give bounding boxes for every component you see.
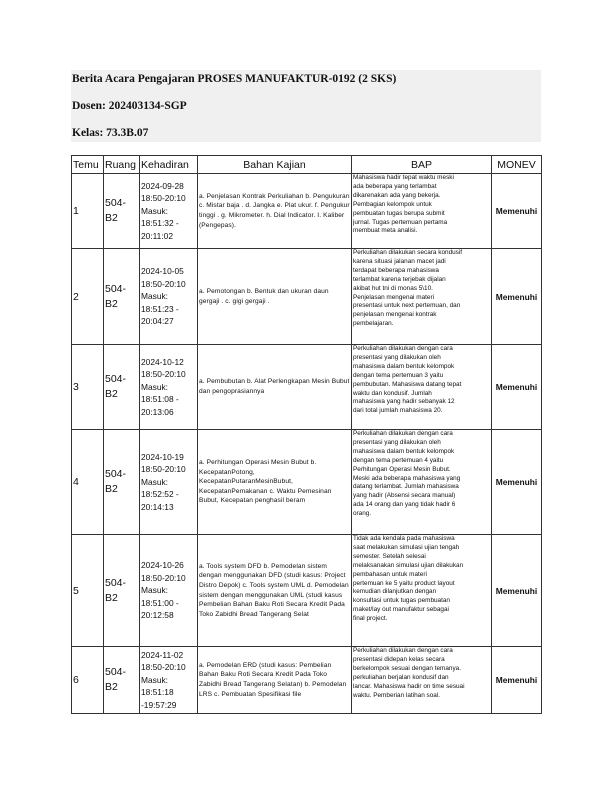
cell-ruang: 504-B2 (104, 174, 140, 249)
bap-line: kemudian dilanjutkan dengan (353, 588, 437, 596)
bap-line: dengan tema pertemuan 4 yaitu (353, 456, 444, 464)
attendance-line: 18:51:00 - (141, 597, 179, 608)
cell-temu: 6 (72, 647, 104, 714)
column-header-monev: MONEV (492, 156, 542, 174)
cell-monev: Memenuhi (492, 345, 542, 430)
bap-line: berkelompok sesuai dengan temanya. (353, 664, 461, 672)
cell-bap (352, 174, 492, 249)
attendance-line: 20:14:13 (141, 501, 174, 512)
bap-line: presentasi untuk next pertemuan, dan (353, 302, 461, 310)
bap-line: dengan tema pertemuan 3 yaitu (353, 371, 444, 379)
cell-bahan-kajian: a. Penjelasan Kontrak Perkuliahan b. Pengukuran c. Mistar baja . d. Jangka e. Plat ukur. f. Pengukur tinggi . g. Mikrometer. h. Dial Indicator. I. Kaliber (Pengepas). (198, 174, 352, 249)
column-header-bahan-kajian: Bahan Kajian (198, 156, 352, 174)
attendance-line: 18:50-20:10 (141, 278, 186, 289)
attendance-line: 20:04:27 (141, 316, 174, 327)
attendance-line: 2024-11-02 (141, 649, 184, 660)
lecturer-line: Dosen: 202403134-SGP (72, 100, 187, 112)
bap-line: Penjelasan mengenai materi (353, 293, 434, 301)
table-row (72, 647, 542, 714)
cell-ruang: 504-B2 (104, 535, 140, 647)
bap-line: pembuatan tugas berupa submit (353, 209, 445, 217)
attendance-line: 18:50-20:10 (141, 369, 186, 380)
bap-line: pembubutan. Mahasiswa datang tepat (353, 380, 462, 388)
bap-line: saat melakukan simulasi ujian tengah (353, 543, 460, 551)
table-row (72, 249, 542, 345)
table-row (72, 345, 542, 430)
bap-line: Meski ada beberapa mahasiswa yang (353, 474, 461, 482)
cell-temu: 4 (72, 430, 104, 535)
class-line: Kelas: 73.3B.07 (72, 127, 149, 139)
attendance-line: 18:51:08 - (141, 394, 179, 405)
bap-line: semester. Setelah selesai (353, 552, 426, 560)
bap-line: waktu dan kondusif. Jumlah (353, 389, 432, 397)
cell-bahan-kajian: a. Pemotongan b. Bentuk dan ukuran daun gergaji . c. gigi gergaji . (198, 249, 352, 345)
bap-line: Perkuliahan dilakukan dengan cara (353, 647, 453, 654)
bap-line: final project. (353, 615, 388, 623)
attendance-line: 20:11:02 (141, 230, 173, 241)
cell-kehadiran (140, 174, 198, 249)
cell-ruang: 504-B2 (104, 345, 140, 430)
cell-temu: 3 (72, 345, 104, 430)
cell-monev: Memenuhi (492, 174, 542, 249)
bap-line: Perkuliahan dilakukan dengan cara (353, 430, 453, 437)
attendance-line: 18:50-20:10 (141, 662, 186, 673)
attendance-line: 2024-09-28 (141, 180, 184, 191)
attendance-line: 2024-10-12 (141, 356, 184, 367)
bap-line: perkuliahan berjalan kondusif dan (353, 673, 449, 681)
bap-line: Perkuliahan dilakukan dengan cara (353, 345, 453, 352)
bap-line: orang. (353, 510, 372, 518)
column-header-temu: Temu (72, 156, 104, 174)
attendance-line: 20:13:06 (141, 406, 174, 417)
cell-bap (352, 647, 492, 714)
cell-monev: Memenuhi (492, 430, 542, 535)
document-title: Berita Acara Pengajaran PROSES MANUFAKTUR-0192 (2 SKS) (72, 73, 397, 85)
attendance-line: Masuk: (141, 476, 168, 487)
attendance-line: 18:50-20:10 (141, 572, 186, 583)
bap-line: Perhitungan Operasi Mesin Bubut. (353, 465, 451, 473)
cell-ruang: 504-B2 (104, 647, 140, 714)
bap-line: melaksanakan simulasi ujian dilakukan (353, 561, 464, 569)
column-header-ruang: Ruang (104, 156, 140, 174)
bap-line: Perkuliahan dilakukan secara kondusif (353, 249, 463, 256)
bap-line: pembahasan untuk materi (353, 570, 427, 578)
attendance-line: Masuk: 18:51:18 (141, 674, 174, 698)
document-header (71, 70, 541, 142)
bap-line: pertemuan ke 5 yaitu product layout (353, 579, 455, 587)
attendance-line: -19:57:29 (141, 699, 177, 710)
bap-line: maket/lay out manufaktur sebagai (353, 606, 449, 614)
bap-line: Pembagian kelompok untuk (353, 200, 432, 208)
attendance-line: 2024-10-19 (141, 451, 184, 462)
attendance-line: Masuk: (141, 205, 168, 216)
cell-monev: Memenuhi (492, 647, 542, 714)
bap-line: lancar. Mahasiswa hadir on time sesuai (353, 682, 465, 690)
attendance-line: 18:51:32 - (141, 218, 179, 229)
bap-line: dari total jumlah mahasiswa 20. (353, 407, 443, 415)
cell-ruang: 504-B2 (104, 249, 140, 345)
attendance-line: 2024-10-26 (141, 560, 184, 571)
attendance-line: 2024-10-05 (141, 266, 184, 277)
cell-bap (352, 430, 492, 535)
table-row (72, 430, 542, 535)
cell-bahan-kajian: a. Perhitungan Operasi Mesin Bubut b. KecepatanPotong, KecepatanPutaranMesinBubut, KecepatanPemakanan c. Waktu Pemesinan Bubut, Kecepatan penghasil beram (198, 430, 352, 535)
cell-kehadiran (140, 249, 198, 345)
cell-monev: Memenuhi (492, 535, 542, 647)
bap-line: mahasiswa dalam bentuk kelompok (353, 447, 455, 455)
bap-line: karena situasi jalanan macet jadi (353, 257, 446, 265)
bap-line: terlambat karena terjebak dijalan (353, 275, 446, 283)
table-row (72, 174, 542, 249)
bap-line: konsultasi untuk tugas pembuatan (353, 597, 450, 605)
bap-line: ada beberapa yang terlambat (353, 182, 437, 190)
bap-line: pembelajaran. (353, 320, 394, 328)
bap-line: presentasi yang dilakukan oleh (353, 353, 441, 361)
cell-kehadiran (140, 647, 198, 714)
cell-temu: 5 (72, 535, 104, 647)
bap-line: Tidak ada kendala pada mahasiswa (353, 535, 455, 542)
cell-monev: Memenuhi (492, 249, 542, 345)
bap-line: terdapat beberapa mahasiswa (353, 266, 439, 274)
bap-line: jurnal. Tugas pertemuan pertama (353, 218, 448, 226)
attendance-line: Masuk: (141, 381, 168, 392)
bap-line: datang terlambat. Jumlah mahasiswa (353, 483, 459, 491)
bap-line: presentasi yang dilakukan oleh (353, 438, 441, 446)
attendance-line: 18:51:23 - (141, 303, 179, 314)
attendance-line: 18:52:52 - (141, 489, 179, 500)
cell-kehadiran (140, 430, 198, 535)
cell-kehadiran (140, 535, 198, 647)
column-header-bap: BAP (352, 156, 492, 174)
attendance-line: Masuk: (141, 291, 168, 302)
table-row (72, 535, 542, 647)
bap-line: penjelasan mengenai kontrak (353, 311, 437, 319)
bap-line: presentasi didepan kelas secara (353, 655, 445, 663)
cell-bap (352, 535, 492, 647)
bap-line: ada 14 orang dan yang tidak hadir 6 (353, 501, 456, 509)
cell-bahan-kajian: a. Pemodelan ERD (studi kasus: Pembelian Bahan Baku Roti Secara Kredit Pada Toko Zabidhi Bread Tangerang Selatan) b. Pemodelan LRS c. Pembuatan Spesifikasi file (198, 647, 352, 714)
attendance-line: Masuk: (141, 585, 168, 596)
cell-bap (352, 249, 492, 345)
column-header-kehadiran: Kehadiran (140, 156, 198, 174)
attendance-line: 18:50-20:10 (141, 193, 186, 204)
bap-line: membuat meta analisi. (353, 227, 418, 235)
bap-line: Mahasiswa hadir tepat waktu meski (353, 174, 454, 181)
cell-bap (352, 345, 492, 430)
cell-temu: 2 (72, 249, 104, 345)
bap-line: yang hadir (Absensi secara manual) (353, 492, 456, 500)
cell-bahan-kajian: a. Tools system DFD b. Pemodelan sistem dengan menggunakan DFD (studi kasus: Project Distro Depok) c. Tools system UML d. Pemodelan sistem dengan menggunakan UML (studi kasus Pembelian Bahan Baku Roti Secara Kredit Pada Toko Zabidhi Bread Tangerang Selat (198, 535, 352, 647)
cell-kehadiran (140, 345, 198, 430)
cell-temu: 1 (72, 174, 104, 249)
attendance-line: 20:12:58 (141, 610, 174, 621)
teaching-record-table (71, 155, 542, 714)
cell-ruang: 504-B2 (104, 430, 140, 535)
bap-line: akibat hut tni di monas 5\10. (353, 284, 433, 292)
cell-bahan-kajian: a. Pembubutan b. Alat Perlengkapan Mesin Bubut dan pengoprasiannya (198, 345, 352, 430)
bap-line: mahasiswa yang hadir sebanyak 12 (353, 398, 455, 406)
bap-line: dikarenakan ada yang bekerja. (353, 191, 441, 199)
attendance-line: 18:50-20:10 (141, 464, 186, 475)
bap-line: mahasiswa dalam bentuk kelompok (353, 362, 455, 370)
bap-line: waktu. Pemberian latihan soal. (353, 691, 441, 699)
table-header-row (72, 156, 542, 174)
